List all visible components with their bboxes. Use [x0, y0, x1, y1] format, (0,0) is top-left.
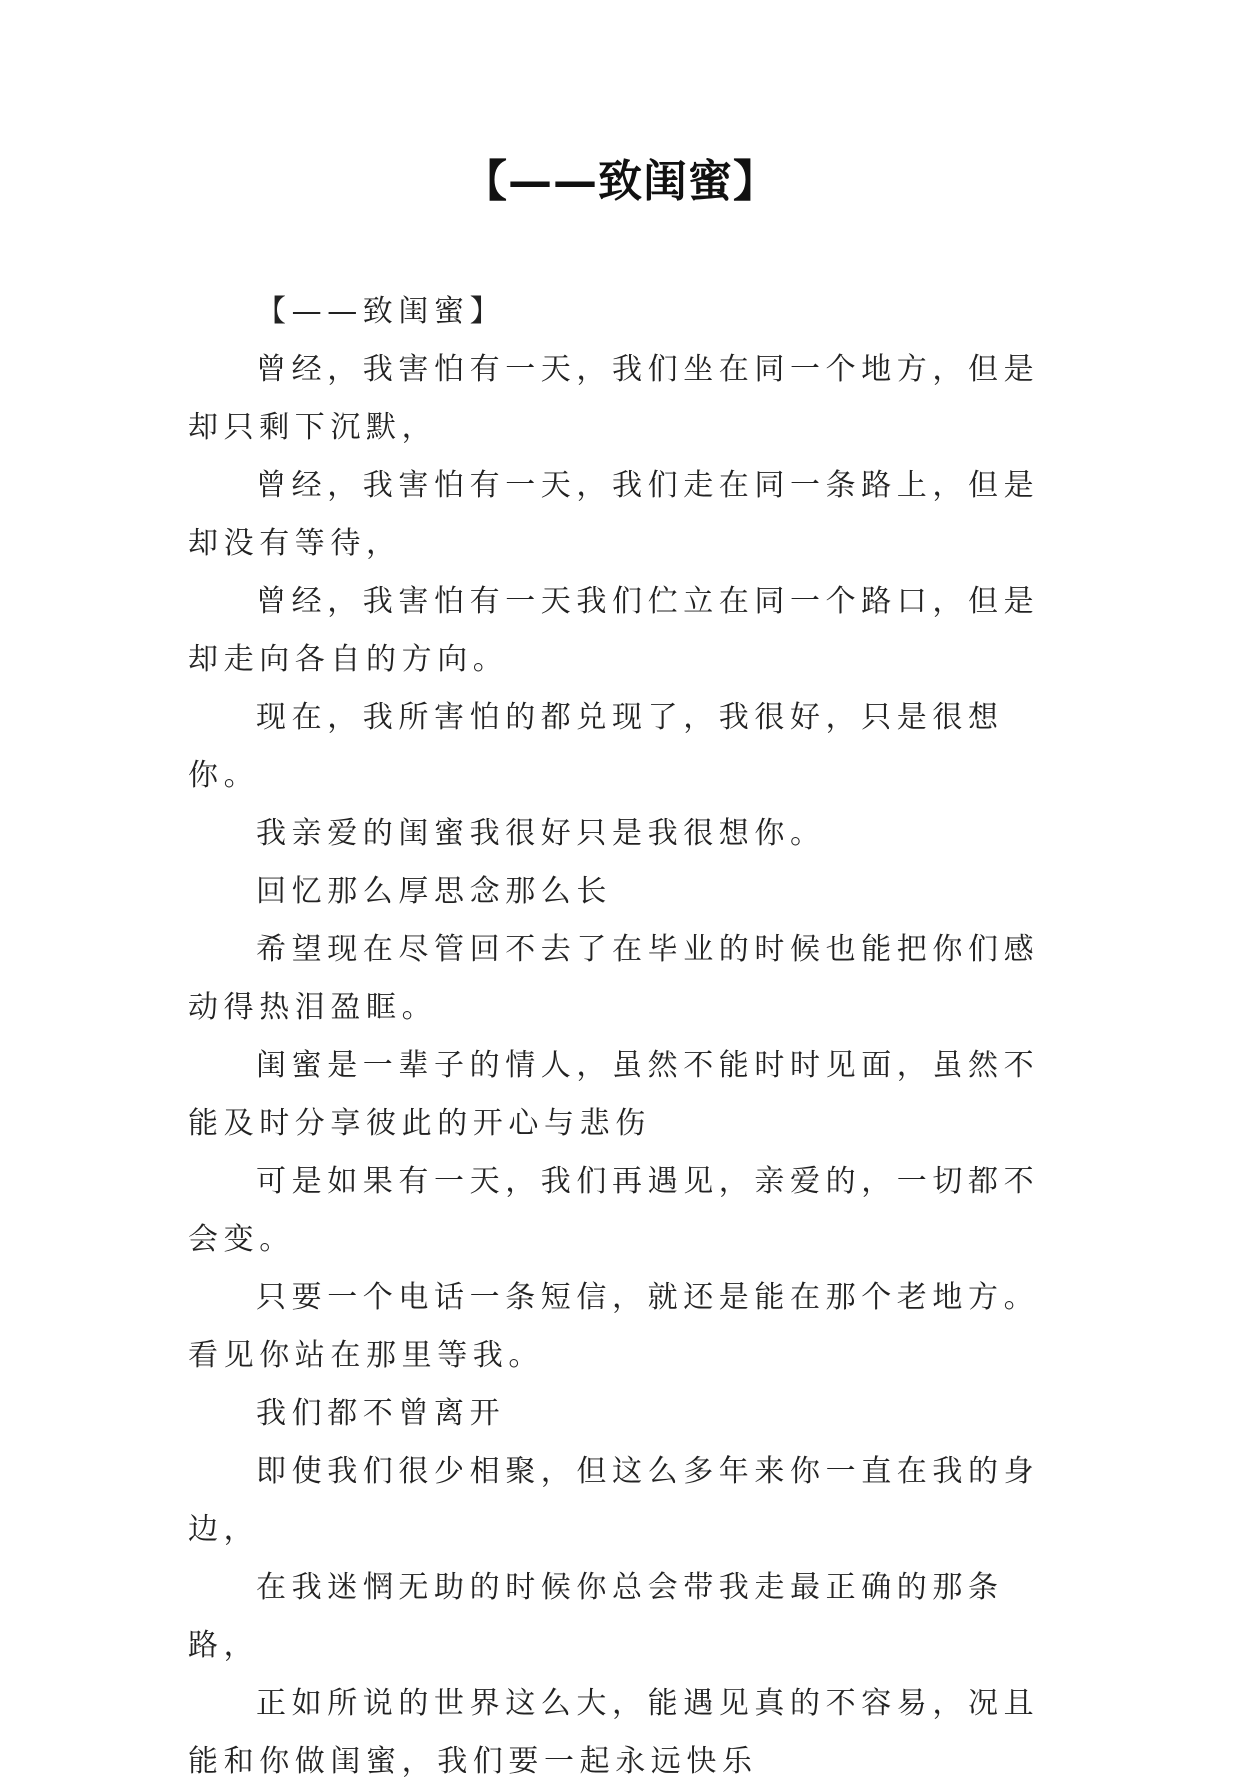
- paragraph: 闺蜜是一辈子的情人，虽然不能时时见面，虽然不能及时分享彼此的开心与悲伤: [188, 1048, 1040, 1141]
- document-body: [188, 283, 1068, 1791]
- paragraph: 曾经，我害怕有一天，我们走在同一条路上，但是却没有等待，: [188, 468, 1040, 561]
- paragraph: 正如所说的世界这么大，能遇见真的不容易，况且能和你做闺蜜，我们要一起永远快乐: [188, 1686, 1040, 1779]
- paragraph: 希望现在尽管回不去了在毕业的时候也能把你们感动得热泪盈眶。: [188, 932, 1040, 1025]
- paragraph: 即使我们很少相聚，但这么多年来你一直在我的身边，: [188, 1454, 1040, 1547]
- paragraph: 曾经，我害怕有一天，我们坐在同一个地方，但是却只剩下沉默，: [188, 352, 1040, 445]
- paragraph: 【——致闺蜜】: [256, 294, 506, 329]
- paragraph: 回忆那么厚思念那么长: [256, 874, 612, 909]
- document-title: 【——致闺蜜】: [463, 156, 778, 207]
- paragraph: 现在，我所害怕的都兑现了，我很好，只是很想你。: [188, 700, 1004, 793]
- paragraph: 我们都不曾离开: [256, 1396, 506, 1431]
- paragraph: 曾经，我害怕有一天我们伫立在同一个路口，但是却走向各自的方向。: [188, 584, 1040, 677]
- paragraph: 可是如果有一天，我们再遇见，亲爱的，一切都不会变。: [188, 1164, 1040, 1257]
- paragraph: 我亲爱的闺蜜我很好只是我很想你。: [256, 816, 826, 851]
- paragraph: 只要一个电话一条短信，就还是能在那个老地方。看见你站在那里等我。: [188, 1280, 1040, 1373]
- paragraph: 在我迷惘无助的时候你总会带我走最正确的那条路，: [188, 1570, 1004, 1663]
